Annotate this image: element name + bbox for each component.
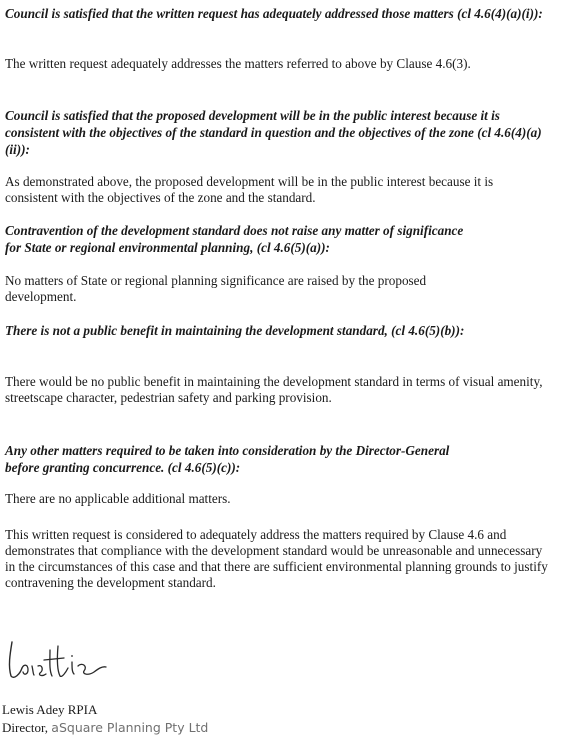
section-3-body: No matters of State or regional planning significance are raised by the proposed development. [5, 273, 427, 304]
conclusion-paragraph: This written request is considered to adequately address the matters required by Clause 4.6 and demonstrates that compliance with the development standard would be unreasonable and unnecessary in the circumstances of this case and that there are sufficient environmental planning grounds to justify contravening the development standard. [5, 527, 548, 590]
section-4-body: There would be no public benefit in maintaining the development standard in terms of visual amenity, streetscape character, pedestrian safety and parking provision. [5, 374, 543, 405]
section-4-heading: There is not a public benefit in maintaining the development standard, (cl 4.6(5)(b)): [5, 323, 465, 338]
company-name: aSquare Planning Pty Ltd [51, 720, 209, 735]
handwritten-signature [2, 636, 112, 682]
section-2-heading: Council is satisfied that the proposed development will be in the public interest because it is consistent with the objectives of the standard in question and the objectives of the zone (cl 4.6(4)(a)(ii)): [5, 108, 542, 157]
section-5-body: There are no applicable additional matters. [5, 491, 231, 506]
signatory-title [2, 720, 208, 736]
section-5-heading: Any other matters required to be taken into consideration by the Director-General before granting concurrence. (cl 4.6(5)(c)): [5, 443, 450, 475]
signatory-name: Lewis Adey RPIA [2, 702, 98, 717]
section-1-body: The written request adequately addresses the matters referred to above by Clause 4.6(3). [5, 56, 471, 71]
section-3-heading: Contravention of the development standard does not raise any matter of significance for State or regional environmental planning, (cl 4.6(5)(a)): [5, 223, 464, 255]
section-1-heading: Council is satisfied that the written request has adequately addressed those matters (cl 4.6(4)(a)(i)): [5, 6, 543, 21]
section-2-body: As demonstrated above, the proposed development will be in the public interest because it is consistent with the objectives of the zone and the standard. [5, 174, 494, 205]
signatory-title-prefix: Director, [2, 720, 52, 735]
